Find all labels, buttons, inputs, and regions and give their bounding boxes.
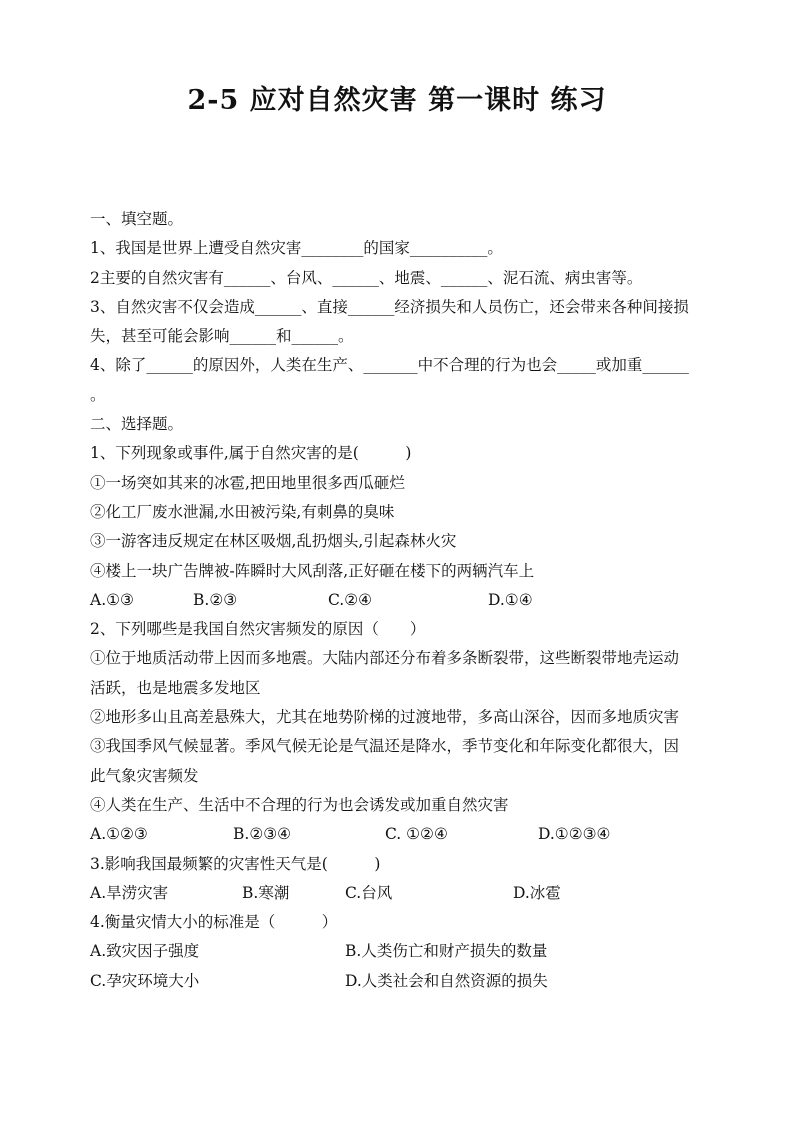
fill-question-4-line-2: 。 <box>90 385 106 404</box>
option-c: C. ①②④ <box>385 825 448 844</box>
option-c: C.②④ <box>328 590 373 609</box>
choice-question-4-options-row-1 <box>90 937 710 966</box>
option-d: D.①②③④ <box>538 825 611 844</box>
option-a: A.致灾因子强度 <box>90 942 200 961</box>
choice-question-2-item-4: ④人类在生产、生活中不合理的行为也会诱发或加重自然灾害 <box>90 795 509 814</box>
option-c: C.孕灾环境大小 <box>90 971 200 990</box>
fill-question-3-line-1: 3、自然灾害不仅会造成______、直接______经济损失和人员伤亡，还会带来各种间接损 <box>90 297 689 316</box>
option-b: B.②③ <box>193 590 238 609</box>
section-heading-fill-blank: 一、填空题。 <box>90 210 184 228</box>
choice-question-1-item-2: ②化工厂废水泄漏,水田被污染,有刺鼻的臭味 <box>90 502 395 521</box>
option-d: D.①④ <box>488 590 533 609</box>
fill-question-3-line-2: 失，甚至可能会影响______和______。 <box>90 327 354 346</box>
option-b: B.②③④ <box>233 825 292 844</box>
option-b: B.寒潮 <box>242 883 290 902</box>
choice-question-4-options-row-2 <box>90 967 710 996</box>
choice-question-1-item-3: ③一游客违反规定在林区吸烟,乱扔烟头,引起森林火灾 <box>90 532 457 551</box>
page-title: 2-5 应对自然灾害 第一课时 练习 <box>187 85 607 116</box>
choice-question-2-item-3-line-1: ③我国季风气候显著。季风气候无论是气温还是降水，季节变化和年际变化都很大，因 <box>90 737 680 756</box>
section-heading-choice: 二、选择题。 <box>90 415 184 434</box>
option-a: A.①③ <box>90 590 134 609</box>
fill-question-2: 2主要的自然灾害有______、台风、______、地震、______、泥石流、病虫害等。 <box>90 268 643 287</box>
choice-question-1-item-1: ①一场突如其来的冰雹,把田地里很多西瓜砸烂 <box>90 473 405 492</box>
worksheet-content <box>90 205 710 996</box>
choice-question-2-stem: 2、下列哪些是我国自然灾害频发的原因（ ） <box>90 620 426 639</box>
choice-question-2-item-1-line-1: ①位于地质活动带上因而多地震。大陆内部还分布着多条断裂带，这些断裂带地壳运动 <box>90 649 680 668</box>
option-a: A.旱涝灾害 <box>90 883 169 902</box>
option-c: C.台风 <box>345 883 393 902</box>
choice-question-1-stem: 1、下列现象或事件,属于自然灾害的是( ) <box>90 444 412 463</box>
choice-question-2-item-3-line-2: 此气象灾害频发 <box>90 766 199 785</box>
choice-question-3-stem: 3.影响我国最频繁的灾害性天气是( ) <box>90 854 381 873</box>
fill-question-4-line-1: 4、除了______的原因外，人类在生产、_______中不合理的行为也会_____或加重______ <box>90 356 689 375</box>
option-d: D.冰雹 <box>513 883 561 902</box>
fill-question-1: 1、我国是世界上遭受自然灾害________的国家__________。 <box>90 239 503 258</box>
choice-question-4-stem: 4.衡量灾情大小的标准是（ ） <box>90 913 338 932</box>
choice-question-2-options <box>90 820 710 849</box>
choice-question-3-options <box>90 879 710 908</box>
choice-question-2-item-2: ②地形多山且高差悬殊大，尤其在地势阶梯的过渡地带，多高山深谷，因而多地质灾害 <box>90 708 680 727</box>
choice-question-1-item-4: ④楼上一块广告牌被-阵瞬时大风刮落,正好砸在楼下的两辆汽车上 <box>90 561 535 580</box>
option-b: B.人类伤亡和财产损失的数量 <box>345 942 548 961</box>
choice-question-2-item-1-line-2: 活跃，也是地震多发地区 <box>90 678 261 697</box>
option-d: D.人类社会和自然资源的损失 <box>345 971 548 990</box>
option-a: A.①②③ <box>90 825 148 844</box>
choice-question-1-options <box>90 586 710 615</box>
